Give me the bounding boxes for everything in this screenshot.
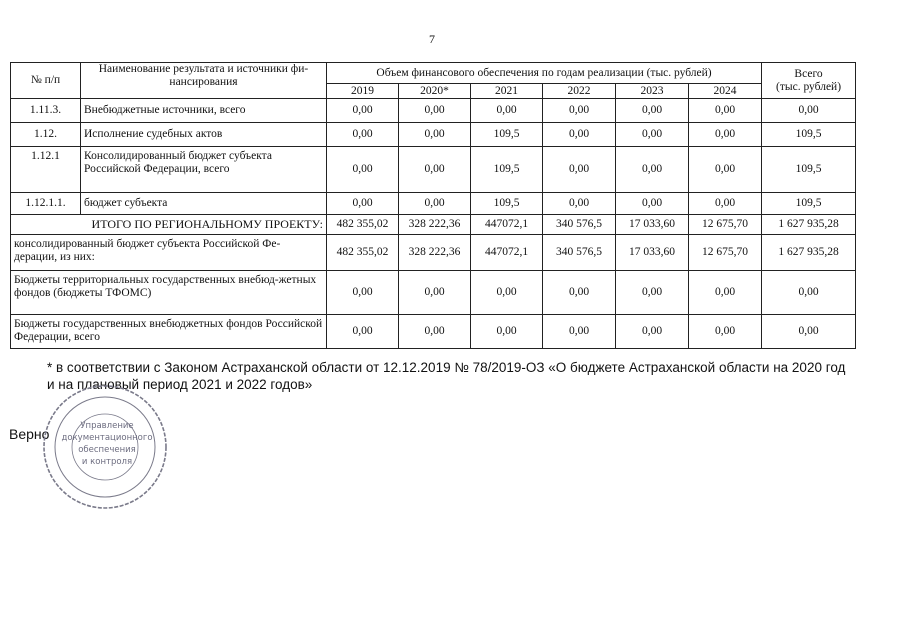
row-value: 0,00 [471,99,543,123]
summary-total: 1 627 935,28 [762,215,856,235]
summary-row [11,271,856,315]
row-value: 0,00 [689,99,762,123]
row-value: 0,00 [399,123,471,147]
stamp-line: Управление [80,421,134,431]
row-value: 0,00 [616,99,689,123]
summary-name: Бюджеты территориальных государственных внебюд-жетных фондов (бюджеты ТФОМС) [11,271,327,315]
row-value: 0,00 [689,193,762,215]
table-row [11,147,856,193]
row-value: 0,00 [543,147,616,193]
verno-label: Верно [9,426,50,442]
summary-name: консолидированный бюджет субъекта Российской Фе-дерации, из них: [11,235,327,271]
summary-value: 17 033,60 [616,235,689,271]
row-name: Консолидированный бюджет субъекта Российской Федерации, всего [81,147,327,193]
row-value: 0,00 [327,123,399,147]
official-seal-icon [40,382,170,512]
summary-value: 340 576,5 [543,235,616,271]
summary-value: 0,00 [471,315,543,349]
row-num: 1.11.3. [11,99,81,123]
summary-value: 0,00 [689,315,762,349]
header-year: 2024 [689,84,762,99]
row-value: 109,5 [471,123,543,147]
stamp-line: и контроля [81,457,133,467]
row-value: 0,00 [616,193,689,215]
row-value: 0,00 [689,123,762,147]
summary-value: 0,00 [616,315,689,349]
table-row [11,123,856,147]
summary-value: 0,00 [399,315,471,349]
summary-value: 0,00 [327,315,399,349]
row-value: 0,00 [399,99,471,123]
header-year: 2019 [327,84,399,99]
row-total: 109,5 [762,147,856,193]
summary-value: 0,00 [471,271,543,315]
header-num: № п/п [11,63,81,99]
row-name: Исполнение судебных актов [81,123,327,147]
header-year: 2020* [399,84,471,99]
summary-value: 12 675,70 [689,235,762,271]
summary-value: 340 576,5 [543,215,616,235]
summary-value: 0,00 [399,271,471,315]
table-row [11,193,856,215]
summary-total: 1 627 935,28 [762,235,856,271]
header-total-line1: Всего [794,67,823,80]
summary-value: 328 222,36 [399,235,471,271]
row-value: 0,00 [327,99,399,123]
header-year: 2021 [471,84,543,99]
summary-name: ИТОГО ПО РЕГИОНАЛЬНОМУ ПРОЕКТУ: [11,215,327,235]
row-total: 109,5 [762,193,856,215]
header-year: 2023 [616,84,689,99]
summary-value: 0,00 [616,271,689,315]
summary-value: 0,00 [543,315,616,349]
row-value: 0,00 [616,123,689,147]
header-name: Наименование результата и источники фи-нансирования [81,63,327,99]
row-name: бюджет субъекта [81,193,327,215]
table-row [11,99,856,123]
row-name: Внебюджетные источники, всего [81,99,327,123]
row-value: 109,5 [471,147,543,193]
summary-total: 0,00 [762,315,856,349]
summary-value: 447072,1 [471,215,543,235]
stamp-line: обеспечения [78,445,136,455]
header-total [762,63,856,99]
row-num: 1.12. [11,123,81,147]
page-number: 7 [429,32,435,46]
summary-value: 0,00 [543,271,616,315]
summary-value: 482 355,02 [327,235,399,271]
summary-value: 447072,1 [471,235,543,271]
header-total-line2: (тыс. рублей) [776,80,842,93]
row-value: 0,00 [543,99,616,123]
row-value: 0,00 [543,123,616,147]
summary-value: 17 033,60 [616,215,689,235]
summary-row [11,215,856,235]
summary-row [11,235,856,271]
row-value: 109,5 [471,193,543,215]
row-total: 109,5 [762,123,856,147]
summary-value: 0,00 [327,271,399,315]
row-value: 0,00 [327,193,399,215]
summary-row [11,315,856,349]
row-value: 0,00 [327,147,399,193]
row-value: 0,00 [399,193,471,215]
row-num: 1.12.1.1. [11,193,81,215]
budget-table [10,62,856,349]
row-num: 1.12.1 [11,147,81,193]
summary-value: 482 355,02 [327,215,399,235]
header-volume: Объем финансового обеспечения по годам реализации (тыс. рублей) [327,63,762,84]
summary-value: 328 222,36 [399,215,471,235]
row-total: 0,00 [762,99,856,123]
row-value: 0,00 [616,147,689,193]
header-year: 2022 [543,84,616,99]
summary-value: 12 675,70 [689,215,762,235]
row-value: 0,00 [399,147,471,193]
row-value: 0,00 [689,147,762,193]
row-value: 0,00 [543,193,616,215]
summary-name: Бюджеты государственных внебюджетных фондов Российской Федерации, всего [11,315,327,349]
summary-value: 0,00 [689,271,762,315]
summary-total: 0,00 [762,271,856,315]
stamp-line: документационного [61,433,153,443]
footnote: * в соответствии с Законом Астраханской области от 12.12.2019 № 78/2019-ОЗ «О бюджете Астраханской области на 2020 год и на плановый период 2021 и 2022 годов» [47,360,846,392]
